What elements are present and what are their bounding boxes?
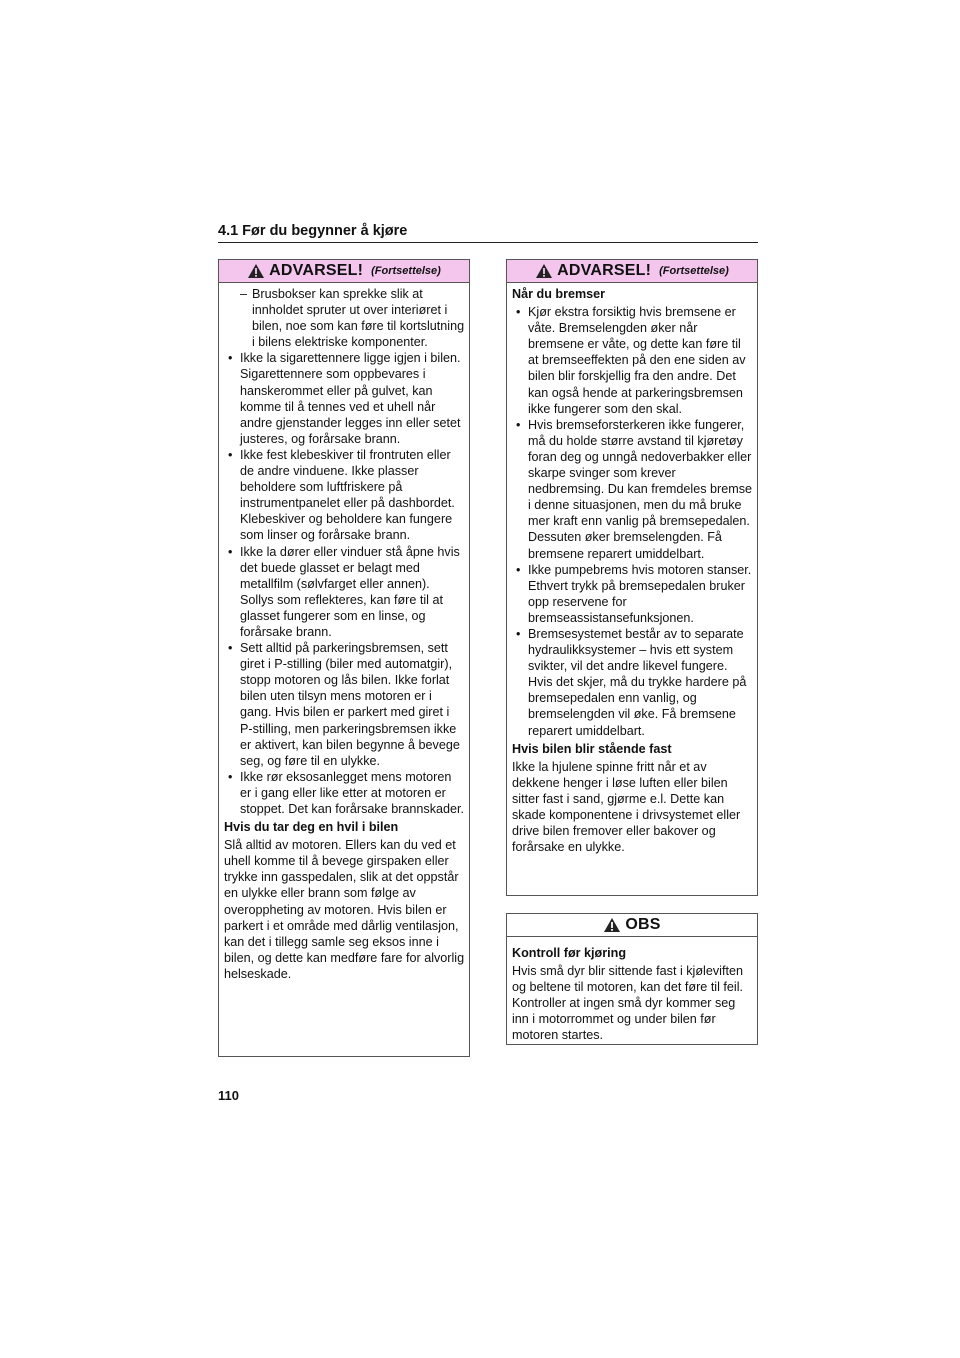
bullet-item: • Ikke rør eksosanlegget mens motoren er i gang eller like etter at motoren er stoppet. Det kan forårsake brannskader. bbox=[228, 769, 465, 816]
notice-title: OBS bbox=[625, 916, 661, 933]
paragraph: Slå alltid av motoren. Ellers kan du ved et uhell komme til å bevege girspaken eller trykke inn gasspedalen, slik at det oppstår en ulykke eller brann som følge av overoppheting av motoren. Hvis bilen er parkert i et område med dårlig ventilasjon, kan det i tillegg samle seg eksos inne i bilen, og dette kan medføre fare for alvorlig helseskade. bbox=[224, 838, 465, 981]
warning-triangle-icon bbox=[535, 263, 553, 279]
warning-box-header bbox=[219, 260, 469, 283]
warning-box-left bbox=[218, 259, 470, 1057]
bullet-item: • Ikke fest klebeskiver til frontruten eller de andre vinduene. Ikke plasser beholdere som luftfriskere på instrumentpanelet eller på dashbordet. Klebeskiver og beholdere kan fungere som linser og forårsake brann. bbox=[228, 447, 455, 543]
section-header: 4.1 Før du begynner å kjøre bbox=[218, 223, 758, 243]
warning-title: ADVARSEL! bbox=[557, 262, 652, 279]
warning-box-header bbox=[507, 260, 757, 283]
notice-box-body bbox=[507, 937, 757, 1052]
notice-box-header bbox=[507, 914, 757, 937]
warning-box-body bbox=[219, 283, 469, 990]
page-number: 110 bbox=[218, 1088, 239, 1103]
bullet-item: • Hvis bremseforsterkeren ikke fungerer, må du holde større avstand til kjøretøy foran deg og unngå nedoverbakker eller skarpe svinger som krever nedbremsing. Du kan fremdeles bremse i denne situasjonen, men du må bruke mer kraft enn vanlig på bremsepedalen. Dessuten øker bremselengden. Få bremsene reparert umiddelbart. bbox=[516, 417, 752, 561]
bullet-item: • Ikke la sigarettennere ligge igjen i bilen. Sigarettennere som oppbevares i hanskerommet eller på gulvet, kan komme til å tennes ved et uhell når andre gjenstander legges inn eller setet justeres, og forårsake brann. bbox=[228, 351, 461, 446]
bullet-item: • Ikke la dører eller vinduer stå åpne hvis det buede glasset er belagt med metallfilm (sølvfarget eller annen). Sollys som reflekteres, kan føre til at glasset fungerer som en linse, og forårsake brann. bbox=[228, 544, 460, 639]
warning-box-right bbox=[506, 259, 758, 896]
paragraph: Ikke la hjulene spinne fritt når et av dekkene henger i løse luften eller bilen sitter fast i sand, gjørme e.l. Dette kan skade komponentene i drivsystemet eller drive bilen fremover eller bakover og forårsake en ulykke. bbox=[512, 759, 741, 855]
warning-triangle-icon bbox=[247, 263, 265, 279]
warning-subtitle: (Fortsettelse) bbox=[371, 265, 441, 277]
subheading: Kontroll før kjøring bbox=[512, 946, 627, 960]
paragraph: Hvis små dyr blir sittende fast i kjøleviften og beltene til motoren, kan det føre til feil. Kontroller at ingen små dyr kommer seg inn i motorrommet og under bilen før motoren startes. bbox=[512, 964, 744, 1043]
bullet-item: • Bremsesystemet består av to separate hydraulikksystemer – hvis ett system svikter, vil det andre likevel fungere. Hvis det skjer, må du trykke hardere på bremsepedalen enn vanlig, og bremselengden vil øke. Få bremsene reparert umiddelbart. bbox=[516, 626, 747, 738]
bullet-item: • Kjør ekstra forsiktig hvis bremsene er våte. Bremselengden øker når bremsene er våte, og dette kan føre til at bremseeffekten på den ene siden av bilen blir forskjellig fra den andre. Det kan også hende at parkeringsbremsen ikke fungerer som den skal. bbox=[516, 305, 746, 416]
bullet-item: • Sett alltid på parkeringsbremsen, sett giret i P-stilling (biler med automatgir), stopp motoren og lås bilen. Ikke forlat bilen uten tilsyn mens motoren er i gang. Hvis bilen er parkert med giret i P-stilling, men parkeringsbremsen ikke er aktivert, kan bilen begynne å bevege seg, og føre til en ulykke. bbox=[228, 641, 460, 768]
warning-subtitle: (Fortsettelse) bbox=[659, 265, 729, 277]
notice-triangle-icon bbox=[603, 917, 621, 933]
warning-box-body bbox=[507, 283, 757, 863]
dash-item: – Brusbokser kan sprekke slik at innholdet spruter ut over interiøret i bilen, noe som kan føre til kortslutning i bilens elektriske komponenter. bbox=[240, 287, 465, 350]
bullet-item: • Ikke pumpebrems hvis motoren stanser. Ethvert trykk på bremsepedalen bruker opp reservene for bremseassistansefunksjonen. bbox=[516, 562, 752, 625]
subheading: Når du bremser bbox=[512, 287, 606, 301]
warning-title: ADVARSEL! bbox=[269, 262, 364, 279]
subheading: Hvis du tar deg en hvil i bilen bbox=[224, 820, 399, 835]
notice-box bbox=[506, 913, 758, 1045]
subheading: Hvis bilen blir stående fast bbox=[512, 741, 672, 756]
